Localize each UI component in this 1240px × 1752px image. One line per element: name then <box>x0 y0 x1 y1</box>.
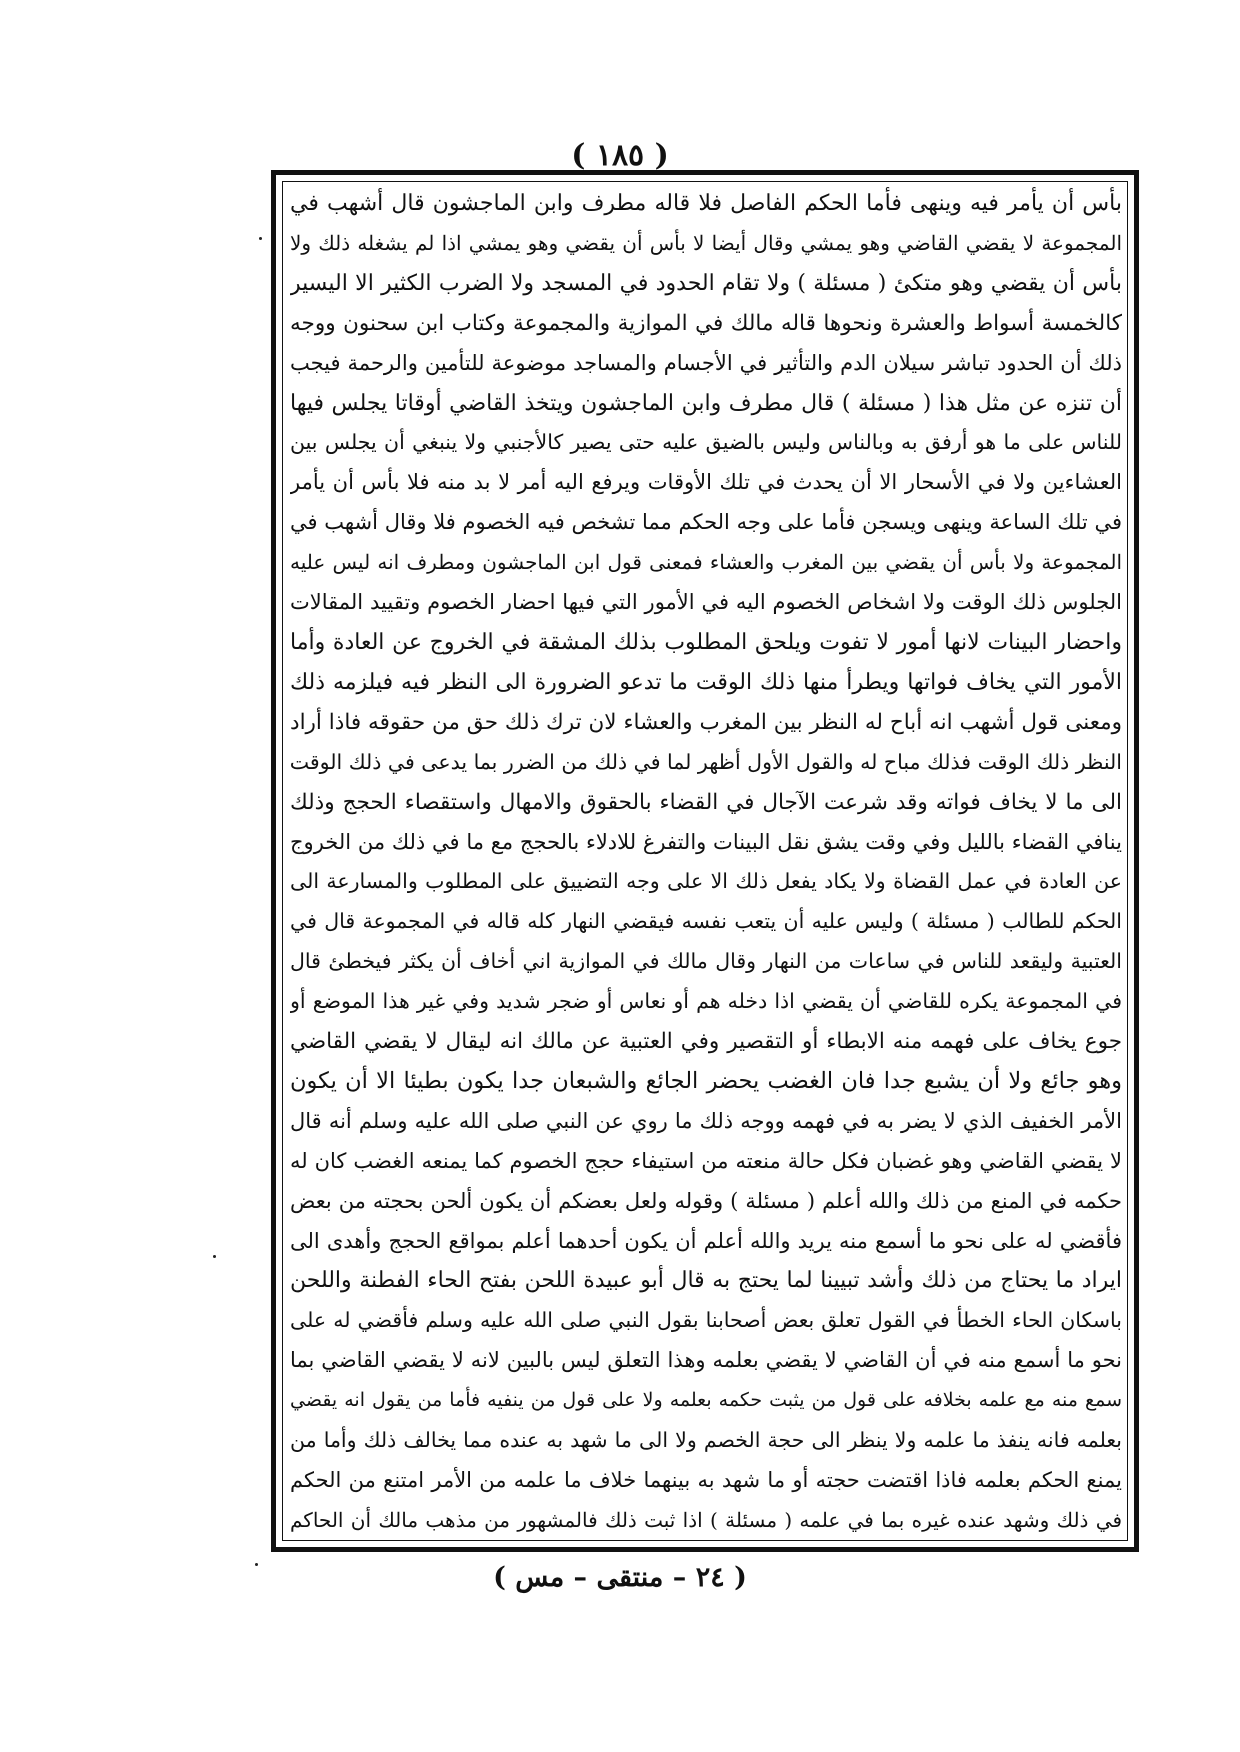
text-line: ومعنى قول أشهب انه أباح له النظر بين المغرب والعشاء لان ترك ذلك حق من حقوقه فاذا أراد <box>290 709 1122 735</box>
text-line: بأس أن يقضي وهو متكئ ( مسئلة ) ولا تقام الحدود في المسجد ولا الضرب الكثير الا اليسير <box>290 270 1122 296</box>
text-line: باسكان الحاء الخطأ في القول تعلق بعض أصحابنا بقول النبي صلى الله عليه وسلم فأقضي له على <box>290 1308 1122 1333</box>
stray-mark <box>213 1255 216 1258</box>
page-frame <box>271 170 1139 1552</box>
text-line: فأقضي له على نحو ما أسمع منه يريد والله أعلم أن يكون أحدهما أعلم بمواقع الحجج وأهدى الى <box>290 1228 1122 1253</box>
text-line: جوع يخاف على فهمه منه الابطاء أو التقصير وفي العتبية عن مالك انه ليقال لا يقضي القاضي <box>290 1029 1122 1055</box>
stray-mark <box>255 1563 258 1566</box>
text-line: في تلك الساعة وينهى ويسجن فأما على وجه الحكم مما تشخص فيه الخصوم فلا وقال أشهب في <box>290 510 1122 535</box>
text-line: لا يقضي القاضي وهو غضبان فكل حالة منعته من استيفاء حجج الخصوم كما يمنعه الغضب كان له <box>290 1148 1122 1173</box>
text-line: الحكم للطالب ( مسئلة ) وليس عليه أن يتعب نفسه فيقضي النهار كله قاله في المجموعة قال في <box>290 909 1122 934</box>
text-line: حكمه في المنع من ذلك والله أعلم ( مسئلة ) وقوله ولعل بعضكم أن يكون ألحن بحجته من بعض <box>290 1188 1122 1213</box>
text-line: الجلوس ذلك الوقت ولا اشخاص الخصوم اليه في الأمور التي فيها احضار الخصوم وتقييد المقالات <box>290 590 1122 615</box>
text-line: الأمر الخفيف الذي لا يضر به في فهمه ووجه ذلك ما روي عن النبي صلى الله عليه وسلم أنه قال <box>290 1108 1122 1133</box>
text-line: بأس أن يأمر فيه وينهى فأما الحكم الفاصل فلا قاله مطرف وابن الماجشون قال أشهب في <box>290 191 1122 216</box>
printer-signature: ( ٢٤ – منتقى – مس ) <box>493 1562 747 1593</box>
text-line: يمنع الحكم بعلمه فاذا اقتضت حجته أو ما شهد به بينهما خلاف ما علمه من الأمر امتنع من الحكم <box>290 1468 1122 1492</box>
text-line: كالخمسة أسواط والعشرة ونحوها قاله مالك في الموازية والمجموعة وكتاب ابن سحنون ووجه <box>290 310 1122 336</box>
text-line: سمع منه مع علمه بخلافه على قول من يثبت حكمه بعلمه ولا على قول من ينفيه فأما من يقول انه يقضي <box>290 1389 1122 1412</box>
text-line: أن تنزه عن مثل هذا ( مسئلة ) قال مطرف وابن الماجشون ويتخذ القاضي أوقاتا يجلس فيها <box>290 390 1122 416</box>
text-line: في ذلك وشهد عنده غيره بما في علمه ( مسئلة ) اذا ثبت ذلك فالمشهور من مذهب مالك أن الحاكم <box>290 1507 1122 1532</box>
text-line: العشاءين ولا في الأسحار الا أن يحدث في تلك الأوقات ويرفع اليه أمر لا بد منه فلا بأس أن يأمر <box>290 470 1122 495</box>
main-text-body <box>290 185 1122 1539</box>
text-line: ذلك أن الحدود تباشر سيلان الدم والتأثير في الأجسام والمساجد موضوعة للتأمين والرحمة فيجب <box>290 350 1122 375</box>
text-line: المجموعة لا يقضي القاضي وهو يمشي وقال أيضا لا بأس أن يقضي وهو يمشي اذا لم يشغله ذلك ولا <box>290 230 1122 255</box>
text-line: ايراد ما يحتاج من ذلك وأشد تبيينا لما يحتج به قال أبو عبيدة اللحن بفتح الحاء الفطنة واللحن <box>290 1268 1122 1294</box>
text-line: الى ما لا يخاف فواته وقد شرعت الآجال في القضاء بالحقوق والامهال واستقصاء الحجج وذلك <box>290 789 1122 815</box>
text-line: واحضار البينات لانها أمور لا تفوت ويلحق المطلوب بذلك المشقة في الخروج عن العادة وأما <box>290 629 1122 655</box>
text-line: ينافي القضاء بالليل وفي وقت يشق نقل البينات والتفرغ للادلاء بالحجج مع ما في ذلك من الخروج <box>290 829 1122 854</box>
text-line: الأمور التي يخاف فواتها ويطرأ منها ذلك الوقت ما تدعو الضرورة الى النظر فيه فيلزمه ذلك <box>290 669 1122 695</box>
text-line: عن العادة في عمل القضاة ولا يكاد يفعل ذلك الا على وجه التضييق على المطلوب والمسارعة الى <box>290 869 1122 894</box>
text-line: نحو ما أسمع منه في أن القاضي لا يقضي بعلمه وهذا التعلق ليس بالبين لانه لا يقضي القاضي بما <box>290 1348 1122 1373</box>
text-line: النظر ذلك الوقت فذلك مباح له والقول الأول أظهر لما في ذلك من الضرر بما يدعى في ذلك الوقت <box>290 749 1122 774</box>
text-line: بعلمه فانه ينفذ ما علمه ولا ينظر الى حجة الخصم ولا الى ما شهد به عنده مما يخالف ذلك وأما من <box>290 1428 1122 1453</box>
text-line: للناس على ما هو أرفق به وبالناس وليس بالضيق عليه حتى يصير كالأجنبي ولا ينبغي أن يجلس بين <box>290 430 1122 455</box>
stray-mark <box>259 237 262 240</box>
page-number: ( ١٨٥ ) <box>571 138 669 173</box>
text-line: المجموعة ولا بأس أن يقضي بين المغرب والعشاء فمعنى قول ابن الماجشون ومطرف انه ليس عليه <box>290 550 1122 575</box>
text-line: العتبية وليقعد للناس في ساعات من النهار وقال مالك في الموازية اني أخاف أن يكثر فيخطئ قال <box>290 949 1122 974</box>
text-line: وهو جائع ولا أن يشبع جدا فان الغضب يحضر الجائع والشبعان جدا يكون بطيئا الا أن يكون <box>290 1067 1122 1094</box>
text-line: في المجموعة يكره للقاضي أن يقضي اذا دخله هم أو نعاس أو ضجر شديد وفي غير هذا الموضع أو <box>290 989 1122 1014</box>
